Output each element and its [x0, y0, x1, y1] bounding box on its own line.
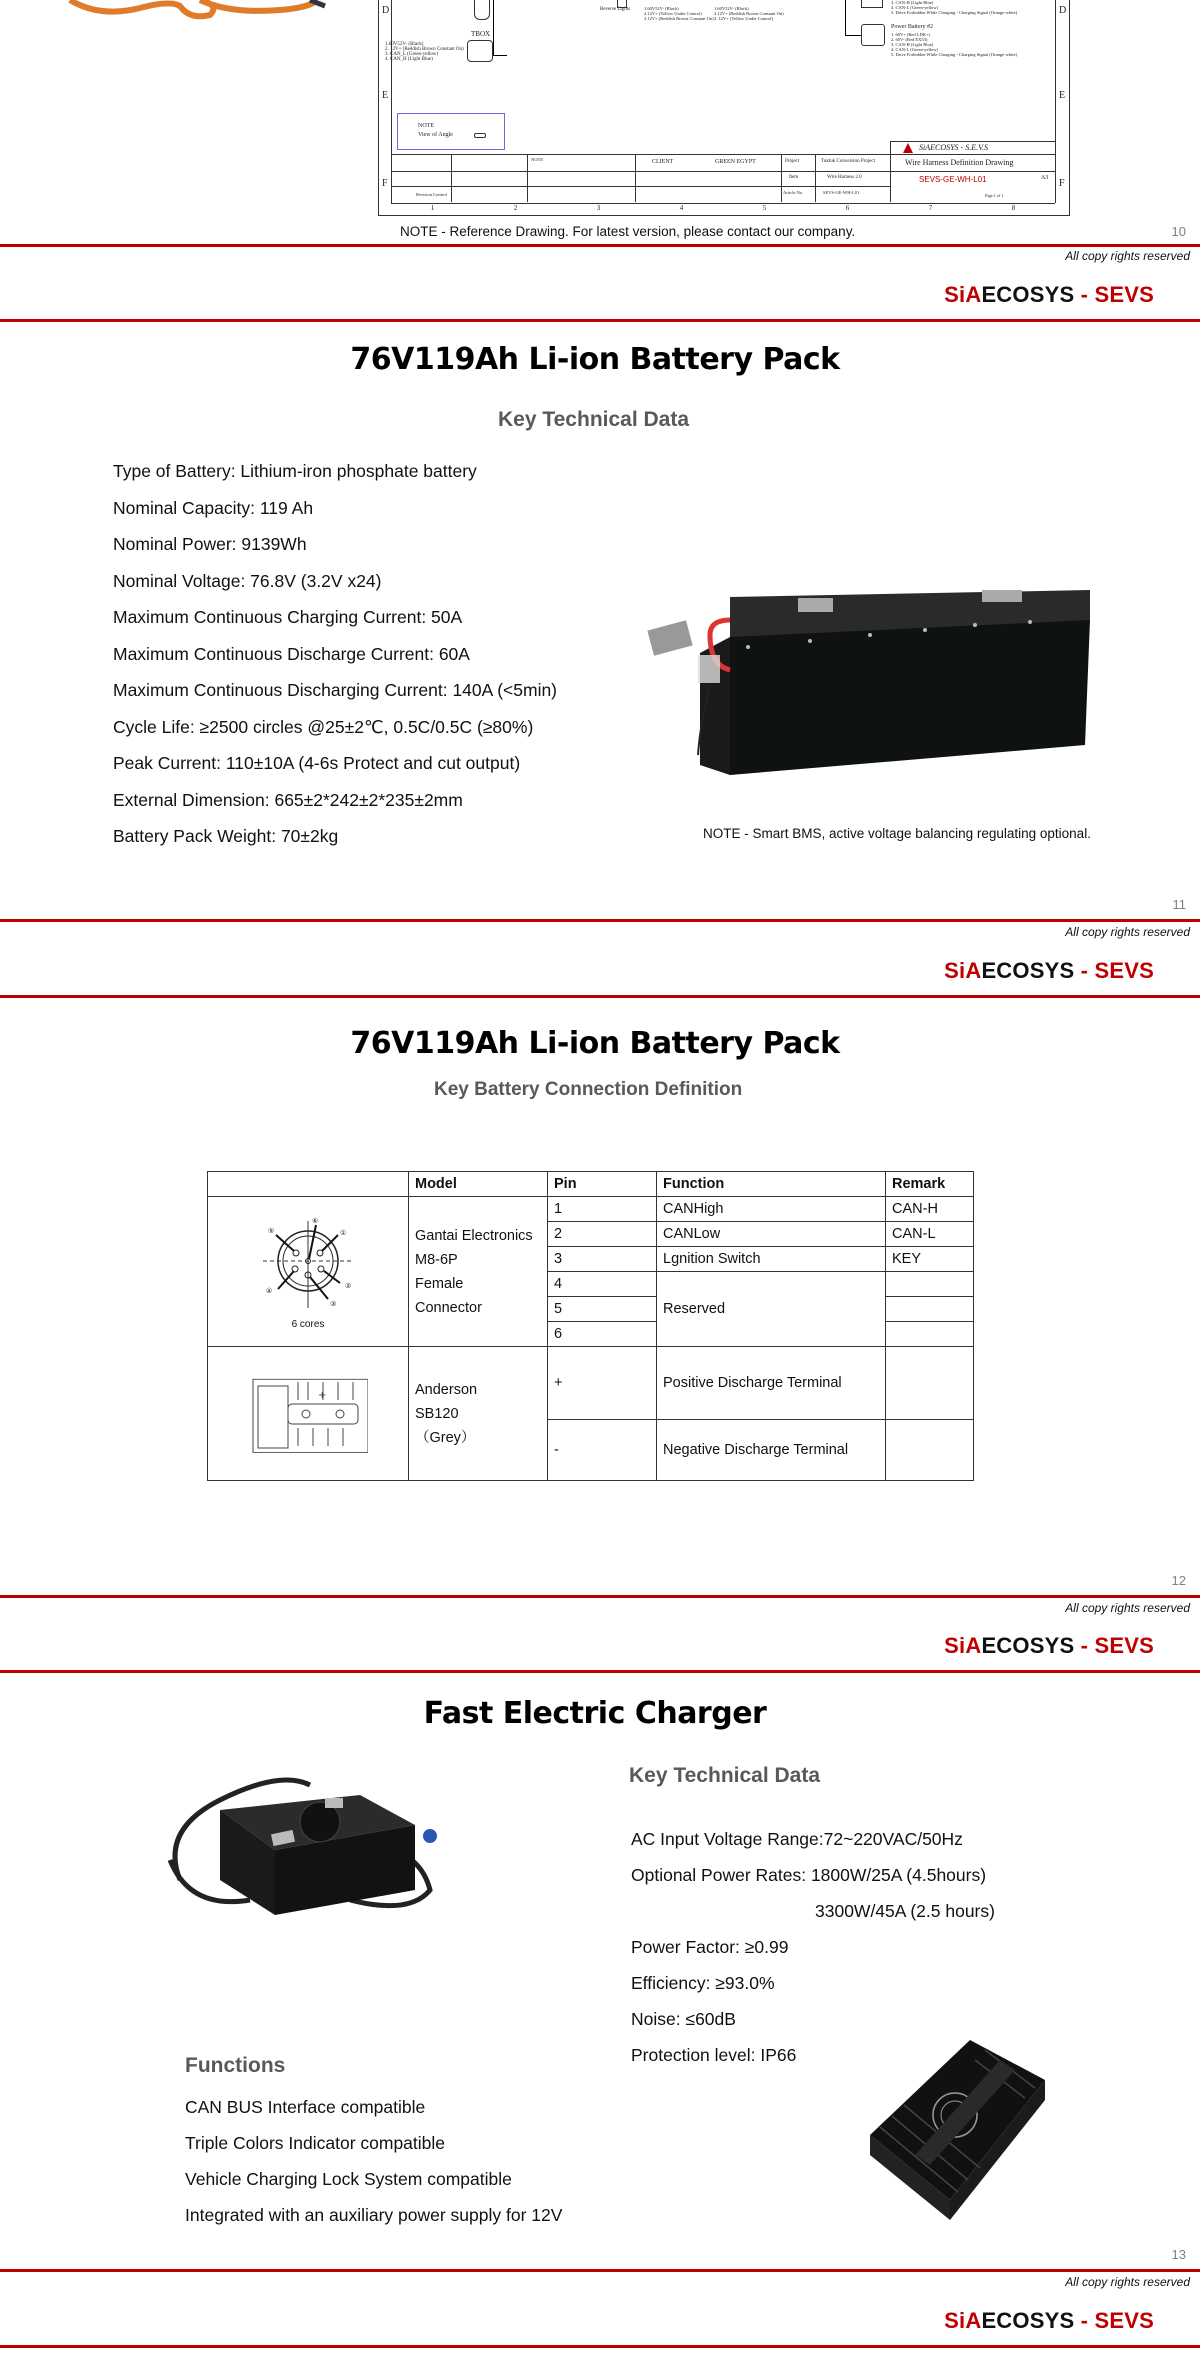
column-number: 6 [845, 204, 850, 212]
function-cell: Lgnition Switch [657, 1247, 886, 1272]
mid-pin: 2.12V+ (Reddish Brown Constant On) [714, 11, 784, 16]
function-cell: Negative Discharge Terminal [657, 1420, 886, 1481]
reverse-pin: 3.12V+ (Reddish Brown Constant On) [644, 16, 714, 21]
section-subtitle: Key Technical Data [498, 408, 690, 431]
model-line: SB120 [415, 1405, 459, 1422]
svg-text:④: ④ [266, 1287, 273, 1295]
reverse-pin: 1.60V52V- (Black) [644, 6, 679, 11]
page-number: 11 [1172, 897, 1186, 912]
spec-item: External Dimension: 665±2*242±2*235±2mm [113, 790, 463, 810]
section-subtitle: Key Technical Data [629, 1764, 821, 1787]
pin-cell: 1 [548, 1197, 657, 1222]
remark-cell [886, 1272, 974, 1297]
svg-text:②: ② [345, 1282, 352, 1290]
page-title: 76V119Ah Li-ion Battery Pack [350, 342, 840, 377]
column-number: 4 [679, 204, 684, 212]
svg-text:+: + [318, 1390, 327, 1401]
brand-logo: SiAECOSYS - SEVS [944, 958, 1154, 983]
row-letter: D [1059, 5, 1067, 16]
copyright-text: All copy rights reserved [1065, 925, 1190, 939]
function-item: CAN BUS Interface compatible [185, 2097, 426, 2117]
function-cell: CANLow [657, 1222, 886, 1247]
tbox-connector-icon [467, 40, 493, 62]
pin-cell: 6 [548, 1322, 657, 1347]
view-note-title: NOTE [418, 123, 434, 129]
project-value: Tuktuk Conversion Project [821, 159, 875, 164]
m8-connector-diagram-icon [248, 1213, 368, 1323]
m8-connector-cell [208, 1197, 409, 1347]
function-cell: Positive Discharge Terminal [657, 1347, 886, 1420]
battery1-pin: 5. Drive Forbidden While Charging - Charging Signal (Orange-white) [891, 10, 1018, 15]
charger-heatsink-photo [840, 2020, 1060, 2230]
spec-item: Cycle Life: ≥2500 circles @25±2℃, 0.5C/0.5C (≥80%) [113, 717, 534, 737]
model-cell [409, 1347, 548, 1481]
tbox-pin: 4. CAN_H (Light Blue) [385, 57, 433, 62]
item-value: Wire Harness 2.0 [827, 175, 862, 180]
anderson-connector-cell [208, 1347, 409, 1481]
divider-line [0, 919, 1200, 922]
spec-item: Power Factor: ≥0.99 [631, 1937, 789, 1957]
item-label: Item [789, 175, 799, 180]
spec-item: Nominal Capacity: 119 Ah [113, 498, 314, 518]
model-cell [409, 1197, 548, 1347]
row-letter: E [382, 90, 389, 101]
copyright-text: All copy rights reserved [1065, 2275, 1190, 2289]
spec-item: Maximum Continuous Discharging Current: 140A (<5min) [113, 680, 558, 700]
drawing-number: SEVS-GE-WH-L01 [919, 175, 987, 184]
spec-item: Protection level: IP66 [631, 2045, 797, 2065]
remark-cell [886, 1322, 974, 1347]
column-number: 5 [762, 204, 767, 212]
divider-line [0, 319, 1200, 322]
row-letter: E [1059, 90, 1066, 101]
divider-line [0, 1595, 1200, 1598]
company-name: SiAECOSYS - S.E.V.S [919, 143, 988, 152]
reference-drawing-note: NOTE - Reference Drawing. For latest version, please contact our company. [400, 224, 856, 239]
brand-logo: SiAECOSYS - SEVS [944, 282, 1154, 307]
column-number: 3 [596, 204, 601, 212]
battery2-label: Power Battery #2 [891, 24, 933, 30]
row-letter: D [382, 5, 390, 16]
connector-icon [474, 0, 490, 20]
pin-cell: - [548, 1420, 657, 1481]
battery2-pin: 3. CAN-H (Light Blue) [891, 42, 934, 47]
model-line: Connector [415, 1299, 482, 1316]
svg-text:⑤: ⑤ [268, 1227, 275, 1235]
spec-item: Peak Current: 110±10A (4-6s Protect and cut output) [113, 753, 521, 773]
title-block [391, 143, 1055, 201]
page-title: Fast Electric Charger [423, 1696, 767, 1731]
model-line: Anderson [415, 1381, 478, 1398]
remark-cell: KEY [886, 1247, 974, 1272]
table-header: Pin [548, 1172, 657, 1197]
spec-item: Efficiency: ≥93.0% [631, 1973, 775, 1993]
divider-line [0, 244, 1200, 247]
reverse-pin: 2.12V+ (Yellow Under Control) [644, 11, 702, 16]
battery1-connector-icon [861, 0, 883, 8]
tbox-pin: 2. 12V+ (Reddish Brown Constant On) [385, 47, 464, 52]
column-number: 7 [928, 204, 933, 212]
battery1-pin: 4. CAN-L (Green-yellow) [891, 5, 938, 10]
remark-cell: CAN-L [886, 1222, 974, 1247]
pin-cell: + [548, 1347, 657, 1420]
remark-cell [886, 1420, 974, 1481]
brand-logo: SiAECOSYS - SEVS [944, 2308, 1154, 2333]
battery2-pin: 2. 60V- (Red EX53) [891, 37, 928, 42]
table-header: Remark [886, 1172, 974, 1197]
page-number: 13 [1171, 2247, 1186, 2262]
drawing-size: A3 [1041, 175, 1049, 181]
harness-photo [60, 0, 330, 22]
mid-pin: 1.60V52V- (Black) [714, 6, 749, 11]
pin-cell: 3 [548, 1247, 657, 1272]
battery2-connector-icon [861, 24, 885, 46]
divider-line [0, 1670, 1200, 1673]
spec-item: Optional Power Rates: 1800W/25A (4.5hours) [631, 1865, 987, 1885]
article-label: Article No. [783, 190, 804, 195]
spec-item: Battery Pack Weight: 70±2kg [113, 826, 339, 846]
spec-item: Nominal Power: 9139Wh [113, 534, 307, 554]
model-line: （Grey） [415, 1429, 476, 1446]
drawing-title: Wire Harness Definition Drawing [905, 158, 1014, 167]
remark-cell [886, 1297, 974, 1322]
remark-cell [886, 1347, 974, 1420]
tbox-pin: 3. CAN_L (Green-yellow) [385, 52, 438, 57]
article-value: SEVS-GE-WH-L01 [823, 190, 860, 195]
view-angle-note [397, 113, 505, 150]
model-line: M8-6P [415, 1251, 458, 1268]
column-number: 1 [430, 204, 435, 212]
functions-title: Functions [185, 2054, 286, 2077]
battery1-pin: 3. CAN-H (Light Blue) [891, 0, 934, 5]
function-cell: CANHigh [657, 1197, 886, 1222]
function-item: Vehicle Charging Lock System compatible [185, 2169, 512, 2189]
svg-text:①: ① [340, 1229, 347, 1237]
remark-cell: CAN-H [886, 1197, 974, 1222]
svg-text:⑥: ⑥ [312, 1217, 319, 1225]
note-label: NOTE [531, 157, 543, 162]
battery-pack-image [630, 575, 1100, 780]
model-line: Female [415, 1275, 464, 1292]
page-number: 10 [1171, 224, 1186, 239]
anderson-connector-diagram-icon [248, 1364, 368, 1459]
brand-logo: SiAECOSYS - SEVS [944, 1633, 1154, 1658]
function-cell: Reserved [657, 1272, 886, 1347]
wire-harness-drawing [378, 0, 1070, 216]
divider-line [0, 995, 1200, 998]
connector-icon [617, 0, 627, 8]
table-header [208, 1172, 409, 1197]
function-item: Triple Colors Indicator compatible [185, 2133, 446, 2153]
company-logo-icon [903, 143, 913, 153]
table-header: Model [409, 1172, 548, 1197]
client-value: GREEN EGYPT [715, 159, 756, 165]
model-line: Gantai Electronics [415, 1227, 533, 1244]
copyright-text: All copy rights reserved [1065, 249, 1190, 263]
battery2-pin: 4. CAN-L (Green-yellow) [891, 47, 938, 52]
spec-item: Nominal Voltage: 76.8V (3.2V x24) [113, 571, 382, 591]
view-note-text: View of Angle [418, 132, 453, 138]
tbox-label: TBOX [471, 30, 491, 38]
page-number: 12 [1171, 1573, 1186, 1588]
reverse-lights-label: Reverse Lights [600, 7, 631, 12]
svg-text:③: ③ [330, 1300, 337, 1308]
divider-line [0, 2269, 1200, 2272]
row-letter: F [382, 178, 388, 189]
connection-table [207, 1171, 974, 1481]
connector-caption: 6 cores [291, 1319, 325, 1330]
project-label: Project [785, 159, 800, 164]
page-title: 76V119Ah Li-ion Battery Pack [350, 1026, 840, 1061]
spec-item: 3300W/45A (2.5 hours) [815, 1901, 995, 1921]
table-header-row [208, 1172, 974, 1197]
mid-pin: 3. 12V+ (Yellow Under Control) [714, 16, 773, 21]
section-subtitle: Key Battery Connection Definition [434, 1079, 743, 1100]
charger-photo [160, 1740, 460, 1915]
revision-control: Revision Control [416, 192, 447, 197]
pin-cell: 4 [548, 1272, 657, 1297]
divider-line [0, 2345, 1200, 2348]
spec-item: AC Input Voltage Range:72~220VAC/50Hz [631, 1829, 963, 1849]
battery2-pin: 1. 60V+ (Red LDK+) [891, 32, 931, 37]
drawing-page: Page 1 of 1 [985, 193, 1004, 198]
pin-cell: 5 [548, 1297, 657, 1322]
copyright-text: All copy rights reserved [1065, 1601, 1190, 1615]
column-number: 2 [513, 204, 518, 212]
column-number: 8 [1011, 204, 1016, 212]
table-row [208, 1197, 974, 1222]
spec-item: Noise: ≤60dB [631, 2009, 736, 2029]
battery2-pin: 5. Drive Forbidden While Charging - Charging Signal (Orange-white) [891, 52, 1018, 57]
row-letter: F [1059, 178, 1065, 189]
client-label: CLIENT [652, 159, 674, 165]
spec-item: Maximum Continuous Charging Current: 50A [113, 607, 463, 627]
spec-item: Maximum Continuous Discharge Current: 60A [113, 644, 470, 664]
connector-angle-icon [474, 133, 486, 138]
pin-cell: 2 [548, 1222, 657, 1247]
table-row [208, 1347, 974, 1420]
table-header: Function [657, 1172, 886, 1197]
spec-item: Type of Battery: Lithium-iron phosphate battery [113, 461, 477, 481]
function-item: Integrated with an auxiliary power supply for 12V [185, 2205, 563, 2225]
bms-note: NOTE - Smart BMS, active voltage balancing regulating optional. [703, 826, 1091, 841]
tbox-pin: 1.60V52V- (Black) [385, 42, 424, 47]
